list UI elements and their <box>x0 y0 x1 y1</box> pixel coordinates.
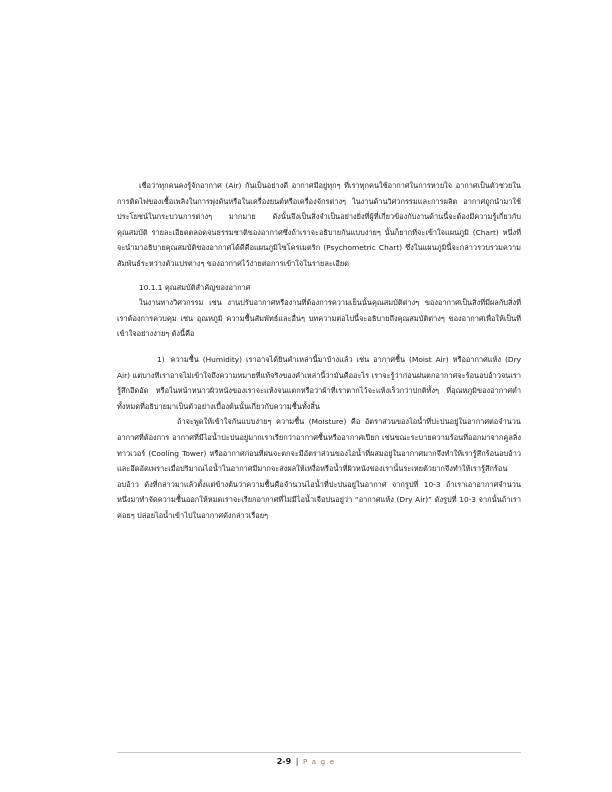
page-label: P a g e <box>302 758 336 766</box>
list-item-number: 1) <box>157 354 165 364</box>
footer-divider <box>117 752 521 753</box>
footer-separator: | <box>295 757 299 766</box>
page-content <box>117 178 521 523</box>
section-heading: 10.1.1 คุณสมบัติสำคัญของอากาศ <box>139 282 251 292</box>
page-footer <box>0 756 612 768</box>
intro-paragraph: เชื่อว่าทุกคนคงรู้จักอากาศ (Air) กันเป็นอย่างดี อากาศมีอยู่ทุกๆ ที่เราทุกคนใช้อากาศในการหายใจ อากาศเป็นตัวช่วยในการติดไฟของเชื้อเพลิงในการพุ่งดันหรือในเครื่องยนต์หรือเครื่องจักรต่างๆ ในงานด้านวิศวกรรมและการผลิต อากาศถูกนำมาใช้ประโยชน์ในกระบวนการต่างๆ มากมาย ดังนั้นจึงเป็นสิ่งจำเป็นอย่างยิ่งที่ผู้ที่เกี่ยวข้องกับงานด้านนี้จะต้องมีความรู้เกี่ยวกับคุณสมบัติ รายละเอียดตลอดจนธรรมชาติของอากาศซึ่งถ้าเราจะอธิบายกันแบบง่ายๆ นั้นก็ยากที่จะเข้าใจแผนภูมิ (Chart) หนึ่งที่จะนำมาอธิบายคุณสมบัติของอากาศได้ดีคือแผนภูมิไซโครเมตริก (Psychometric Chart) ซึ่งในแผนภูมินี้จะกล่าวรวบรวมความสัมพันธ์ระหว่างตัวแปรต่างๆ ของอากาศไว้ง่ายต่อการเข้าใจในรายละเอียด <box>117 181 521 268</box>
list-item-text: ความชื้น (Humidity) เราอาจได้ยินคำเหล่านี้มาบ้างแล้ว เช่น อากาศชื้น (Moist Air) หรืออากาศแห้ง (Dry Air) แต่บางทีเราอาจไม่เข้าใจถึงความหมายที่แท้จริงของคำเหล่านี้ว่ามันคืออะไร เราจะรู้ว่าก่อนฝนตกอากาศจะร้อนอบอ้าวจนเรารู้สึกอึดอัด หรือในหน้าหนาวผิวหนังของเราจะแห้งจนแตกหรือว่าผ้าที่เราตากไว้จะแห้งเร็วกว่าปกติทั้งๆ ที่อุณหภูมิของอากาศต่ำ ทั้งหมดที่อธิบายมาเป็นตัวอย่างเบื้องต้นนั้นเกี่ยวกับความชื้นทั้งสิ้น <box>117 354 521 411</box>
list-item-humidity <box>117 352 521 414</box>
section-intro-paragraph: ในงานทางวิศวกรรม เช่น งานปรับอากาศหรืองานที่ต้องการความเย็นนั้นคุณสมบัติต่างๆ ของอากาศเป็นสิ่งที่มีผลกับสิ่งที่เราต้องการควบคุม เช่น อุณหภูมิ ความชื้นสัมพัทธ์และอื่นๆ บทความต่อไปนี้จะอธิบายถึงคุณสมบัติต่างๆ ของอากาศเพื่อให้เป็นที่เข้าใจอย่างง่ายๆ ดังนี้คือ <box>117 298 521 339</box>
humidity-detail-paragraph: ถ้าจะพูดให้เข้าใจกันแบบง่ายๆ ความชื้น (Moisture) คือ อัตราส่วนของไอน้ำที่ปะปนอยู่ในอากาศต่อจำนวนอากาศที่ต้องการ อากาศที่มีไอน้ำปะปนอยู่มากเราเรียกว่าอากาศชื้นหรืออากาศเปียก เช่นขณะระบายความร้อนที่ออกมาจากคูลลิ่งทาวเวอร์ (Cooling Tower) หรืออากาศก่อนที่ฝนจะตกจะมีอัตราส่วนของไอน้ำที่ผสมอยู่ในอากาศมากจึงทำให้เรารู้สึกร้อนอบอ้าวและอึดอัดเพราะเมื่อปริมาณไอน้ำในอากาศมีมากจะส่งผลให้เหงื่อหรือน้ำที่ผิวหนังของเรานั้นระเหยตัวยากจึงทำให้เรารู้สึกร้อนอบอ้าว ดังที่กล่าวมาแล้วตั้งแต่ข้างต้นว่าความชื้นคือจำนวนไอน้ำที่ปะปนอยู่ในอากาศ จากรูปที่ 10-3 ถ้าเราเอาอากาศจำนวนหนึ่งมาทำจัดความชื้นออกให้หมดเราจะเรียกอากาศที่ไม่มีไอน้ำเจือปนอยู่ว่า “อากาศแห้ง (Dry Air)” ดังรูปที่ 10-3 จากนั้นถ้าเราค่อยๆ ปล่อยไอน้ำเข้าไปในอากาศดังกล่าวเรื่อยๆ <box>117 417 521 520</box>
page-number: 2-9 <box>276 757 292 766</box>
